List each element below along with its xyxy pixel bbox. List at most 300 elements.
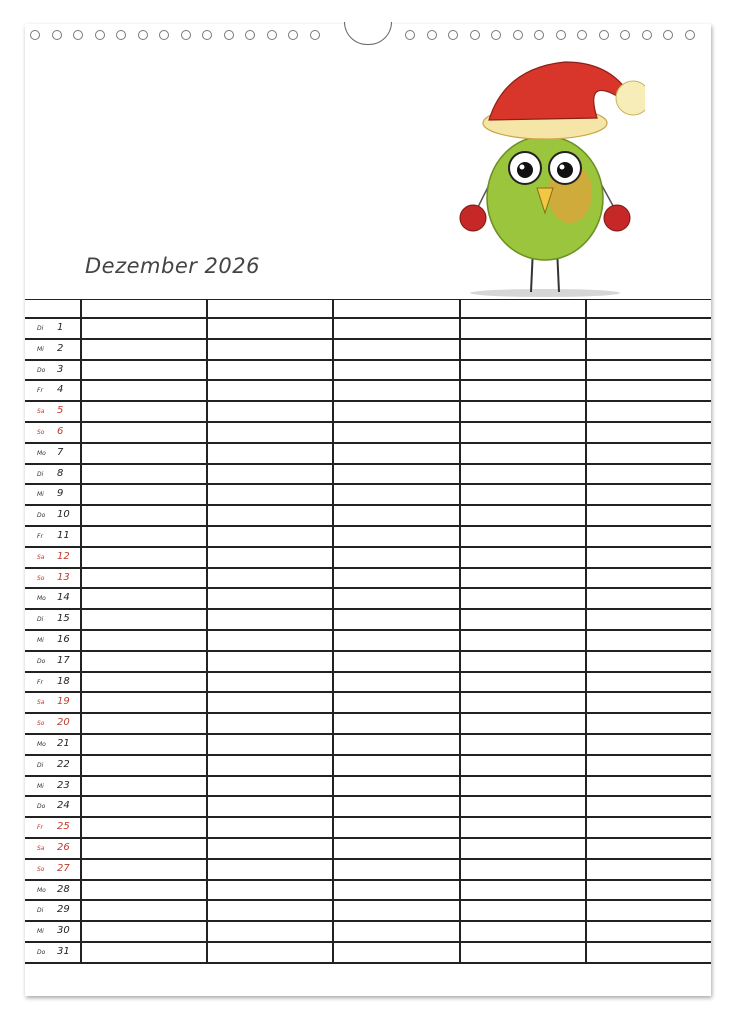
day-row: [25, 713, 711, 734]
entry-cell[interactable]: [586, 318, 711, 339]
weekday-label: Sa: [37, 408, 45, 416]
entry-cell[interactable]: [333, 942, 459, 963]
entry-cell[interactable]: [460, 651, 586, 672]
entry-cell[interactable]: [207, 547, 333, 568]
day-row: [25, 609, 711, 630]
day-row: [25, 900, 711, 921]
entry-cell[interactable]: [333, 443, 459, 464]
day-number: 4: [57, 384, 64, 396]
entry-cell[interactable]: [81, 838, 207, 859]
entry-cell[interactable]: [81, 942, 207, 963]
binding-ring: [288, 30, 298, 40]
weekday-label: Mi: [37, 345, 44, 353]
entry-cell[interactable]: [207, 568, 333, 589]
entry-cell[interactable]: [207, 464, 333, 485]
entry-cell[interactable]: [333, 859, 459, 880]
entry-cell[interactable]: [333, 588, 459, 609]
day-label-cell: [25, 547, 81, 568]
day-label-cell: [25, 339, 81, 360]
day-number: 13: [57, 571, 70, 583]
entry-cell[interactable]: [586, 942, 711, 963]
day-row: [25, 692, 711, 713]
day-number: 2: [57, 342, 64, 354]
weekday-label: Fr: [37, 532, 43, 540]
day-row: [25, 942, 711, 963]
weekday-label: Do: [37, 512, 46, 520]
binding-ring: [577, 30, 587, 40]
weekday-label: Di: [37, 907, 44, 915]
entry-cell[interactable]: [586, 360, 711, 381]
header-column-cell: [207, 300, 333, 319]
entry-cell[interactable]: [460, 880, 586, 901]
entry-cell[interactable]: [81, 484, 207, 505]
day-label-cell: [25, 401, 81, 422]
binding-ring: [556, 30, 566, 40]
entry-cell[interactable]: [81, 796, 207, 817]
entry-cell[interactable]: [81, 588, 207, 609]
binding-ring: [310, 30, 320, 40]
entry-cell[interactable]: [207, 422, 333, 443]
binding-ring: [181, 30, 191, 40]
entry-cell[interactable]: [460, 526, 586, 547]
entry-cell[interactable]: [586, 692, 711, 713]
entry-cell[interactable]: [586, 921, 711, 942]
entry-cell[interactable]: [333, 651, 459, 672]
day-number: 10: [57, 509, 70, 521]
entry-cell[interactable]: [207, 339, 333, 360]
entry-cell[interactable]: [333, 921, 459, 942]
entry-cell[interactable]: [207, 776, 333, 797]
header-column-cell: [333, 300, 459, 319]
day-label-cell: [25, 568, 81, 589]
entry-cell[interactable]: [586, 547, 711, 568]
day-label-cell: [25, 609, 81, 630]
month-title: Dezember 2026: [85, 254, 260, 278]
binding-ring: [202, 30, 212, 40]
calendar-grid: [25, 299, 711, 964]
entry-cell[interactable]: [333, 380, 459, 401]
day-label-cell: [25, 672, 81, 693]
entry-cell[interactable]: [207, 692, 333, 713]
entry-cell[interactable]: [460, 796, 586, 817]
entry-cell[interactable]: [207, 942, 333, 963]
entry-cell[interactable]: [333, 880, 459, 901]
entry-cell[interactable]: [207, 609, 333, 630]
day-number: 6: [57, 425, 64, 437]
entry-cell[interactable]: [586, 672, 711, 693]
entry-cell[interactable]: [586, 734, 711, 755]
weekday-label: Mo: [37, 595, 46, 603]
binding-ring: [470, 30, 480, 40]
entry-cell[interactable]: [460, 755, 586, 776]
weekday-label: So: [37, 428, 45, 436]
weekday-label: Mi: [37, 782, 44, 790]
entry-cell[interactable]: [460, 318, 586, 339]
entry-cell[interactable]: [460, 609, 586, 630]
entry-cell[interactable]: [81, 547, 207, 568]
entry-cell[interactable]: [333, 838, 459, 859]
entry-cell[interactable]: [333, 464, 459, 485]
day-row: [25, 484, 711, 505]
entry-cell[interactable]: [460, 568, 586, 589]
day-number: 12: [57, 550, 70, 562]
day-row: [25, 339, 711, 360]
entry-cell[interactable]: [586, 609, 711, 630]
day-number: 22: [57, 758, 70, 770]
entry-cell[interactable]: [333, 609, 459, 630]
entry-cell[interactable]: [586, 339, 711, 360]
entry-cell[interactable]: [207, 526, 333, 547]
entry-cell[interactable]: [333, 484, 459, 505]
day-number: 8: [57, 467, 64, 479]
day-label-cell: [25, 318, 81, 339]
entry-cell[interactable]: [333, 401, 459, 422]
entry-cell[interactable]: [333, 734, 459, 755]
weekday-label: Do: [37, 657, 46, 665]
weekday-label: So: [37, 574, 45, 582]
day-number: 16: [57, 633, 70, 645]
entry-cell[interactable]: [586, 796, 711, 817]
day-number: 29: [57, 904, 70, 916]
entry-cell[interactable]: [81, 692, 207, 713]
entry-cell[interactable]: [460, 859, 586, 880]
entry-cell[interactable]: [333, 713, 459, 734]
entry-cell[interactable]: [586, 900, 711, 921]
day-row: [25, 360, 711, 381]
entry-cell[interactable]: [81, 713, 207, 734]
entry-cell[interactable]: [81, 672, 207, 693]
entry-cell[interactable]: [460, 776, 586, 797]
entry-cell[interactable]: [81, 568, 207, 589]
entry-cell[interactable]: [207, 734, 333, 755]
entry-cell[interactable]: [81, 734, 207, 755]
entry-cell[interactable]: [586, 776, 711, 797]
entry-cell[interactable]: [586, 443, 711, 464]
day-label-cell: [25, 859, 81, 880]
day-label-cell: [25, 380, 81, 401]
weekday-label: Mi: [37, 636, 44, 644]
day-number: 30: [57, 925, 70, 937]
entry-cell[interactable]: [586, 484, 711, 505]
day-number: 23: [57, 779, 70, 791]
entry-cell[interactable]: [586, 713, 711, 734]
entry-cell[interactable]: [207, 651, 333, 672]
entry-cell[interactable]: [207, 380, 333, 401]
day-row: [25, 776, 711, 797]
binding-ring: [52, 30, 62, 40]
day-row: [25, 568, 711, 589]
entry-cell[interactable]: [460, 484, 586, 505]
binding-ring: [448, 30, 458, 40]
weekday-label: Di: [37, 325, 44, 332]
weekday-label: So: [37, 865, 45, 873]
entry-cell[interactable]: [586, 838, 711, 859]
entry-cell[interactable]: [460, 630, 586, 651]
day-row: [25, 921, 711, 942]
entry-cell[interactable]: [333, 505, 459, 526]
entry-cell[interactable]: [81, 422, 207, 443]
day-row: [25, 630, 711, 651]
day-number: 25: [57, 821, 70, 833]
entry-cell[interactable]: [81, 526, 207, 547]
entry-cell[interactable]: [333, 900, 459, 921]
entry-cell[interactable]: [333, 360, 459, 381]
day-number: 18: [57, 675, 70, 687]
entry-cell[interactable]: [207, 443, 333, 464]
entry-cell[interactable]: [586, 401, 711, 422]
weekday-label: Sa: [37, 844, 45, 852]
binding-ring: [513, 30, 523, 40]
entry-cell[interactable]: [460, 443, 586, 464]
entry-cell[interactable]: [460, 588, 586, 609]
christmas-owl-icon: [445, 48, 645, 298]
day-number: 27: [57, 862, 70, 874]
entry-cell[interactable]: [207, 900, 333, 921]
entry-cell[interactable]: [460, 692, 586, 713]
entry-cell[interactable]: [207, 880, 333, 901]
entry-cell[interactable]: [460, 360, 586, 381]
entry-cell[interactable]: [81, 464, 207, 485]
day-label-cell: [25, 880, 81, 901]
entry-cell[interactable]: [207, 401, 333, 422]
weekday-label: So: [37, 720, 45, 728]
day-number: 3: [57, 363, 64, 375]
calendar-page: [25, 24, 711, 996]
entry-cell[interactable]: [207, 817, 333, 838]
binding-ring: [159, 30, 169, 40]
day-row: [25, 838, 711, 859]
entry-cell[interactable]: [81, 609, 207, 630]
entry-cell[interactable]: [207, 859, 333, 880]
entry-cell[interactable]: [460, 464, 586, 485]
header-column-cell: [81, 300, 207, 319]
day-label-cell: [25, 734, 81, 755]
entry-cell[interactable]: [81, 318, 207, 339]
entry-cell[interactable]: [586, 755, 711, 776]
entry-cell[interactable]: [460, 838, 586, 859]
day-label-cell: [25, 900, 81, 921]
entry-cell[interactable]: [81, 900, 207, 921]
weekday-label: Sa: [37, 699, 45, 707]
entry-cell[interactable]: [81, 817, 207, 838]
entry-cell[interactable]: [333, 692, 459, 713]
entry-cell[interactable]: [333, 568, 459, 589]
day-row: [25, 651, 711, 672]
weekday-label: Do: [37, 366, 46, 374]
entry-cell[interactable]: [207, 630, 333, 651]
day-label-cell: [25, 464, 81, 485]
day-row: [25, 464, 711, 485]
day-label-cell: [25, 796, 81, 817]
day-row: [25, 380, 711, 401]
entry-cell[interactable]: [81, 755, 207, 776]
day-row: [25, 401, 711, 422]
weekday-label: Mi: [37, 928, 44, 936]
entry-cell[interactable]: [81, 880, 207, 901]
day-label-cell: [25, 588, 81, 609]
day-row: [25, 880, 711, 901]
entry-cell[interactable]: [333, 547, 459, 568]
day-number: 9: [57, 488, 64, 500]
weekday-label: Do: [37, 803, 46, 811]
day-label-cell: [25, 776, 81, 797]
entry-cell[interactable]: [333, 526, 459, 547]
entry-cell[interactable]: [81, 339, 207, 360]
weekday-label: Fr: [37, 678, 43, 686]
binding-ring: [599, 30, 609, 40]
day-number: 24: [57, 800, 70, 812]
entry-cell[interactable]: [586, 526, 711, 547]
entry-cell[interactable]: [207, 796, 333, 817]
day-label-cell: [25, 838, 81, 859]
day-label-cell: [25, 692, 81, 713]
weekday-label: Di: [37, 616, 44, 624]
weekday-label: Mo: [37, 449, 46, 457]
day-label-cell: [25, 422, 81, 443]
entry-cell[interactable]: [207, 318, 333, 339]
entry-cell[interactable]: [586, 588, 711, 609]
entry-cell[interactable]: [333, 776, 459, 797]
day-row: [25, 672, 711, 693]
day-row: [25, 547, 711, 568]
entry-cell[interactable]: [81, 921, 207, 942]
day-row: [25, 817, 711, 838]
binding-ring: [224, 30, 234, 40]
day-row: [25, 859, 711, 880]
entry-cell[interactable]: [81, 776, 207, 797]
entry-cell[interactable]: [460, 900, 586, 921]
day-number: 1: [57, 322, 64, 333]
binding-ring: [685, 30, 695, 40]
entry-cell[interactable]: [81, 401, 207, 422]
day-label-cell: [25, 713, 81, 734]
entry-cell[interactable]: [207, 484, 333, 505]
entry-cell[interactable]: [207, 838, 333, 859]
day-row: [25, 422, 711, 443]
entry-cell[interactable]: [460, 422, 586, 443]
entry-cell[interactable]: [460, 380, 586, 401]
entry-cell[interactable]: [207, 921, 333, 942]
binding-ring: [73, 30, 83, 40]
day-number: 21: [57, 737, 70, 749]
entry-cell[interactable]: [81, 651, 207, 672]
entry-cell[interactable]: [460, 339, 586, 360]
entry-cell[interactable]: [586, 880, 711, 901]
entry-cell[interactable]: [81, 443, 207, 464]
day-row: [25, 443, 711, 464]
day-number: 20: [57, 717, 70, 729]
entry-cell[interactable]: [333, 796, 459, 817]
entry-cell[interactable]: [460, 505, 586, 526]
day-row: [25, 755, 711, 776]
entry-cell[interactable]: [460, 547, 586, 568]
entry-cell[interactable]: [460, 734, 586, 755]
weekday-label: Mi: [37, 491, 44, 499]
entry-cell[interactable]: [586, 568, 711, 589]
entry-cell[interactable]: [81, 505, 207, 526]
day-label-cell: [25, 484, 81, 505]
entry-cell[interactable]: [460, 401, 586, 422]
entry-cell[interactable]: [207, 713, 333, 734]
day-number: 28: [57, 883, 70, 895]
entry-cell[interactable]: [460, 817, 586, 838]
binding-ring: [245, 30, 255, 40]
entry-cell[interactable]: [207, 505, 333, 526]
entry-cell[interactable]: [586, 651, 711, 672]
entry-cell[interactable]: [81, 630, 207, 651]
weekday-label: Di: [37, 761, 44, 769]
binding-ring: [427, 30, 437, 40]
day-label-cell: [25, 817, 81, 838]
entry-cell[interactable]: [586, 464, 711, 485]
entry-cell[interactable]: [81, 360, 207, 381]
entry-cell[interactable]: [586, 817, 711, 838]
weekday-label: Mo: [37, 740, 46, 748]
day-label-cell: [25, 443, 81, 464]
entry-cell[interactable]: [586, 859, 711, 880]
entry-cell[interactable]: [207, 755, 333, 776]
weekday-label: Di: [37, 470, 44, 478]
day-number: 11: [57, 529, 70, 541]
entry-cell[interactable]: [333, 318, 459, 339]
entry-cell[interactable]: [81, 380, 207, 401]
entry-cell[interactable]: [586, 422, 711, 443]
day-row: [25, 318, 711, 339]
binding-ring: [95, 30, 105, 40]
entry-cell[interactable]: [460, 713, 586, 734]
day-label-cell: [25, 755, 81, 776]
entry-cell[interactable]: [460, 921, 586, 942]
weekday-label: Mo: [37, 886, 46, 894]
day-row: [25, 796, 711, 817]
day-number: 14: [57, 592, 70, 604]
entry-cell[interactable]: [81, 859, 207, 880]
day-number: 7: [57, 446, 64, 458]
day-number: 17: [57, 654, 70, 666]
day-row: [25, 505, 711, 526]
binding-ring: [534, 30, 544, 40]
entry-cell[interactable]: [333, 630, 459, 651]
entry-cell[interactable]: [333, 755, 459, 776]
header-day-cell: [25, 300, 81, 319]
binding-ring: [30, 30, 40, 40]
day-label-cell: [25, 526, 81, 547]
header-column-cell: [460, 300, 586, 319]
entry-cell[interactable]: [460, 672, 586, 693]
day-label-cell: [25, 630, 81, 651]
entry-cell[interactable]: [586, 505, 711, 526]
weekday-label: Sa: [37, 553, 45, 561]
binding-ring: [267, 30, 277, 40]
entry-cell[interactable]: [586, 380, 711, 401]
day-label-cell: [25, 651, 81, 672]
entry-cell[interactable]: [586, 630, 711, 651]
entry-cell[interactable]: [333, 339, 459, 360]
day-label-cell: [25, 942, 81, 963]
entry-cell[interactable]: [333, 817, 459, 838]
entry-cell[interactable]: [333, 422, 459, 443]
day-number: 5: [57, 405, 64, 417]
day-number: 26: [57, 841, 70, 853]
day-row: [25, 588, 711, 609]
entry-cell[interactable]: [207, 672, 333, 693]
day-row: [25, 526, 711, 547]
binding-ring: [663, 30, 673, 40]
entry-cell[interactable]: [333, 672, 459, 693]
entry-cell[interactable]: [207, 360, 333, 381]
entry-cell[interactable]: [207, 588, 333, 609]
entry-cell[interactable]: [460, 942, 586, 963]
